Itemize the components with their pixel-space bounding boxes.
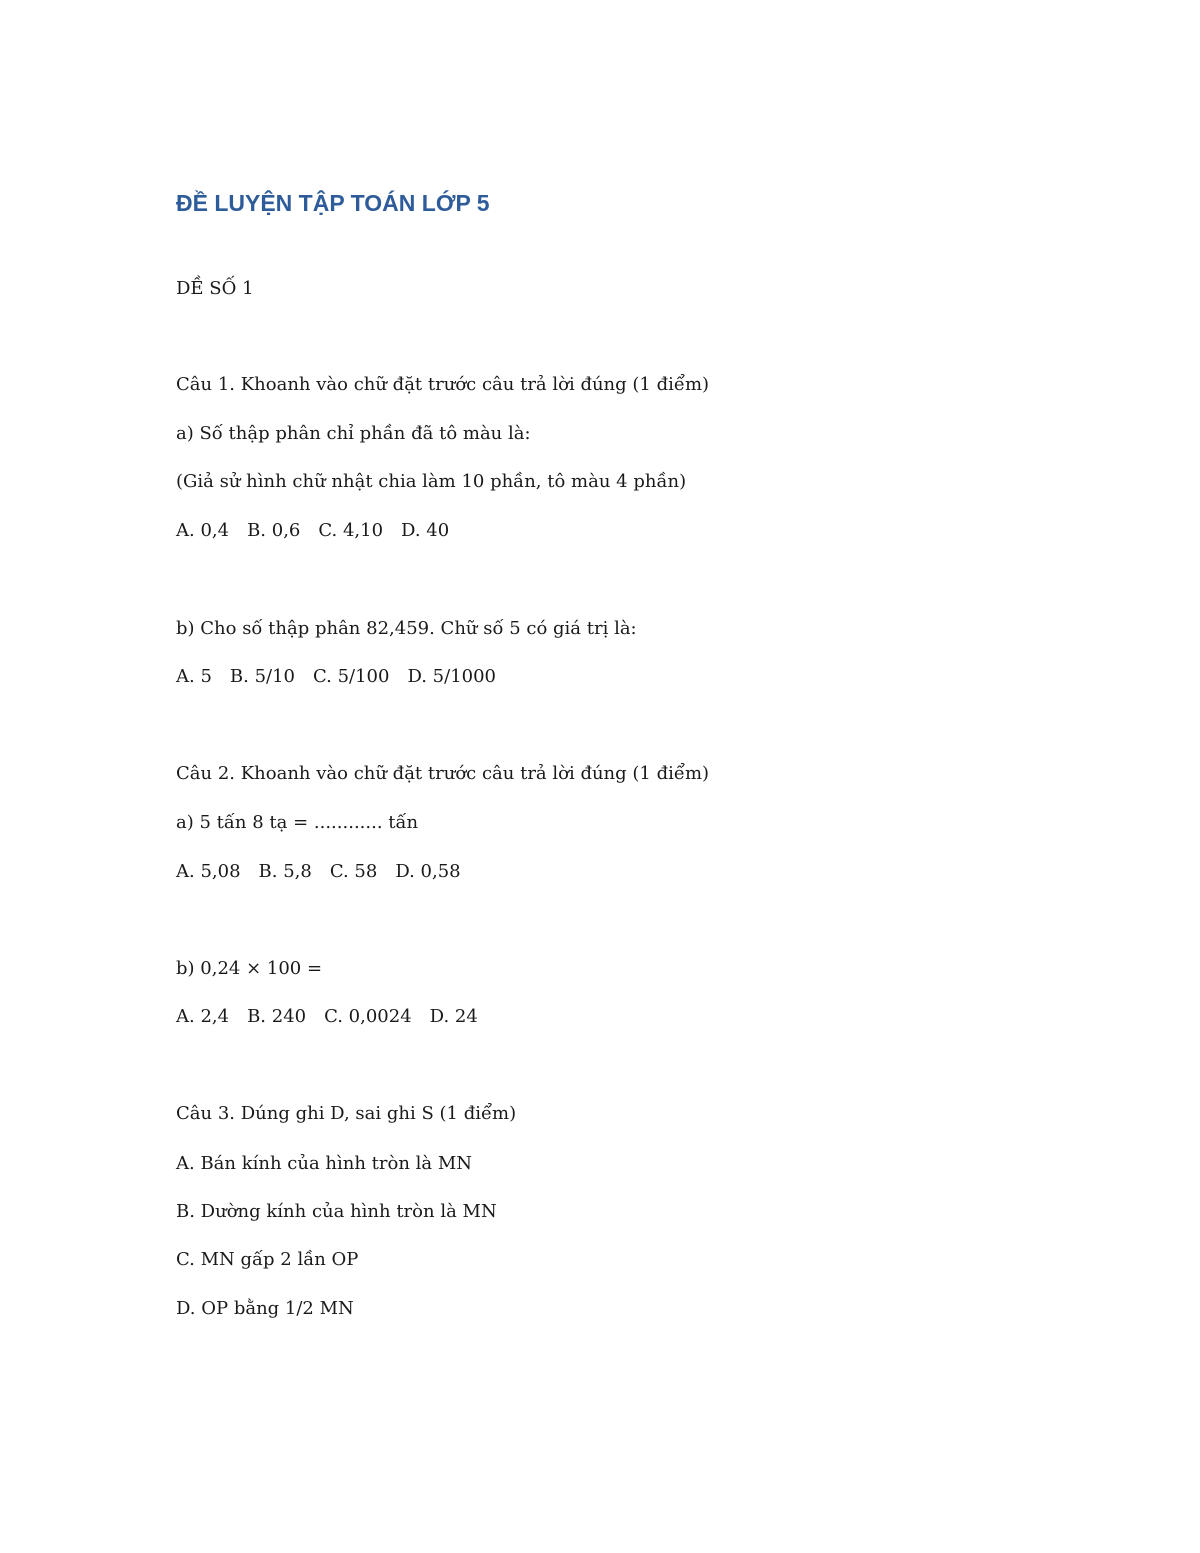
option-d: D. 24 [429, 1006, 478, 1027]
question-2a-options [176, 861, 461, 883]
question-1b-options [176, 666, 496, 688]
option-a: A. 0,4 [176, 520, 230, 541]
exam-number: DỀ SỐ 1 [176, 278, 254, 299]
question-2b-prompt: b) 0,24 × 100 = [176, 958, 323, 979]
option-b: B. 5/10 [229, 666, 295, 687]
option-a: A. 5,08 [176, 861, 241, 882]
question-3-statement-b: B. Dường kính của hình tròn là MN [176, 1201, 497, 1222]
question-3-statement-d: D. OP bằng 1/2 MN [176, 1298, 354, 1319]
document-title: ĐỀ LUYỆN TẬP TOÁN LỚP 5 [176, 190, 490, 216]
question-3-statement-a: A. Bán kính của hình tròn là MN [176, 1153, 473, 1174]
option-a: A. 5 [176, 666, 212, 687]
question-1a-note: (Giả sử hình chữ nhật chia làm 10 phần, tô màu 4 phần) [176, 471, 687, 492]
question-2a-prompt: a) 5 tấn 8 tạ = ............ tấn [176, 812, 419, 833]
question-3-statement-c: C. MN gấp 2 lần OP [176, 1249, 359, 1270]
question-2b-options [176, 1006, 478, 1028]
question-1-heading: Câu 1. Khoanh vào chữ đặt trước câu trả lời đúng (1 điểm) [176, 374, 710, 395]
option-d: D. 0,58 [395, 861, 461, 882]
question-1a-options [176, 520, 449, 542]
option-b: B. 0,6 [247, 520, 301, 541]
option-c: C. 0,0024 [324, 1006, 412, 1027]
question-3-heading: Câu 3. Dúng ghi D, sai ghi S (1 điểm) [176, 1103, 517, 1124]
option-c: C. 5/100 [313, 666, 390, 687]
option-a: A. 2,4 [176, 1006, 230, 1027]
option-d: D. 40 [401, 520, 450, 541]
option-c: C. 58 [329, 861, 378, 882]
option-d: D. 5/1000 [407, 666, 497, 687]
question-1a-prompt: a) Số thập phân chỉ phần đã tô màu là: [176, 423, 531, 444]
option-b: B. 5,8 [258, 861, 312, 882]
question-1b-prompt: b) Cho số thập phân 82,459. Chữ số 5 có giá trị là: [176, 618, 637, 639]
question-2-heading: Câu 2. Khoanh vào chữ đặt trước câu trả lời đúng (1 điểm) [176, 763, 710, 784]
option-c: C. 4,10 [318, 520, 384, 541]
option-b: B. 240 [247, 1006, 307, 1027]
